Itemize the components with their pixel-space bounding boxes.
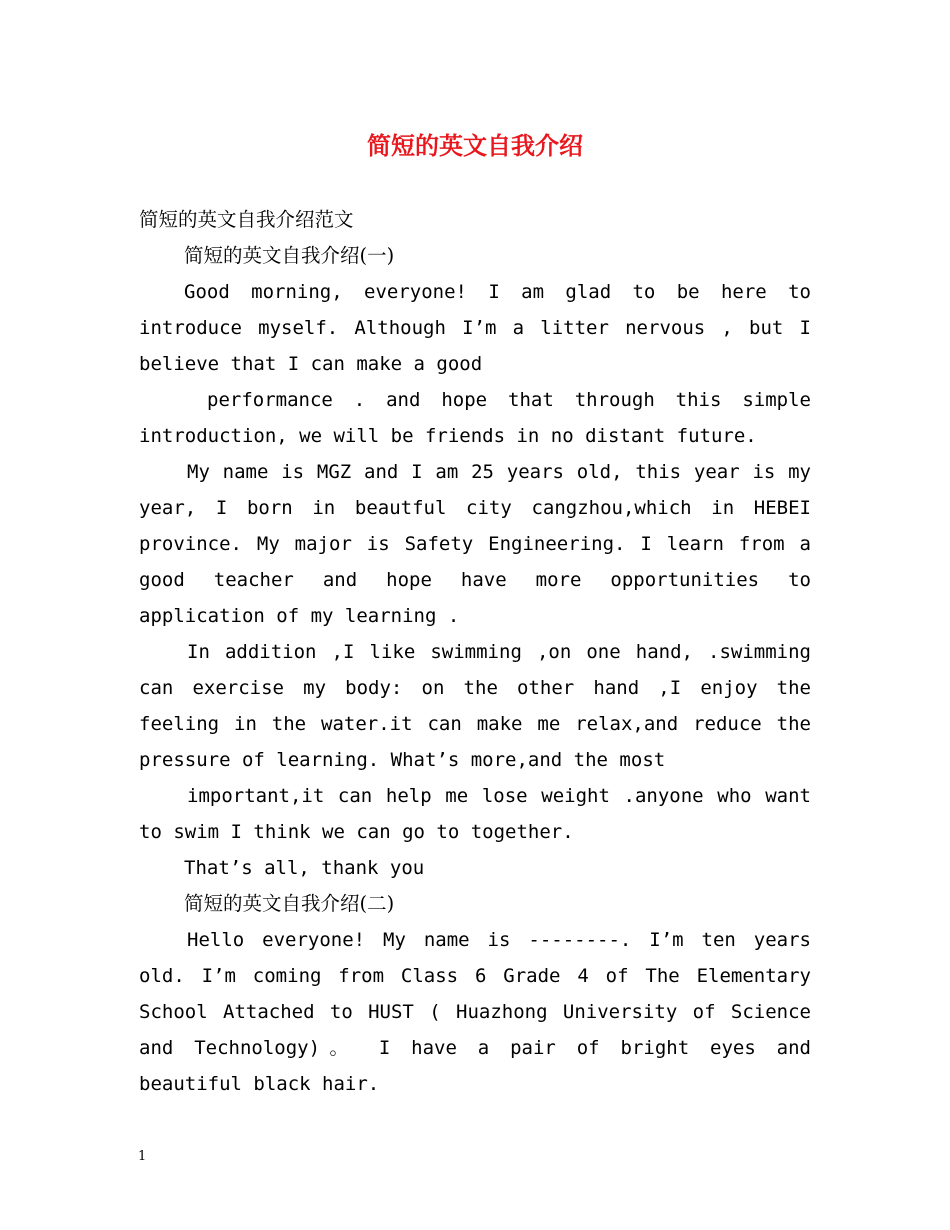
page-number: 1 — [138, 1149, 147, 1164]
section-one-paragraph-1a: Good morning, everyone! I am glad to be here to introduce myself. Although I’m a litter nervous , but I believe that I can make a good — [139, 281, 811, 375]
section-one-closing: That’s all, thank you — [184, 857, 425, 879]
document-heading: 简短的英文自我介绍范文 — [139, 208, 354, 231]
section-two-heading: 简短的英文自我介绍(二) — [184, 892, 395, 915]
section-one-paragraph-2: My name is MGZ and I am 25 years old, this year is my year, I born in beautful city cangzhou,which in HEBEI province. My major is Safety Engineering. I learn from a good teacher and hope have more opportunities to application of my learning . — [139, 461, 811, 627]
section-one-heading: 简短的英文自我介绍(一) — [184, 244, 395, 267]
section-one-paragraph-1b: performance . and hope that through this simple introduction, we will be friends in no distant future. — [139, 389, 811, 447]
section-one-paragraph-3b: important,it can help me lose weight .anyone who want to swim I think we can go to together. — [139, 785, 811, 843]
section-two-paragraph-1: Hello everyone! My name is --------. I’m ten years old. I’m coming from Class 6 Grade 4 of The Elementary School Attached to HUST ( Huazhong University of Science and Technology)。 I have a pair of bright eyes and beautiful black hair. — [139, 929, 811, 1095]
page-title: 简短的英文自我介绍 — [367, 131, 583, 160]
document-body — [139, 202, 811, 1102]
section-one-paragraph-3a: In addition ,I like swimming ,on one hand, .swimming can exercise my body: on the other hand ,I enjoy the feeling in the water.it can make me relax,and reduce the pressure of learning. What’s more,and the most — [139, 641, 811, 771]
